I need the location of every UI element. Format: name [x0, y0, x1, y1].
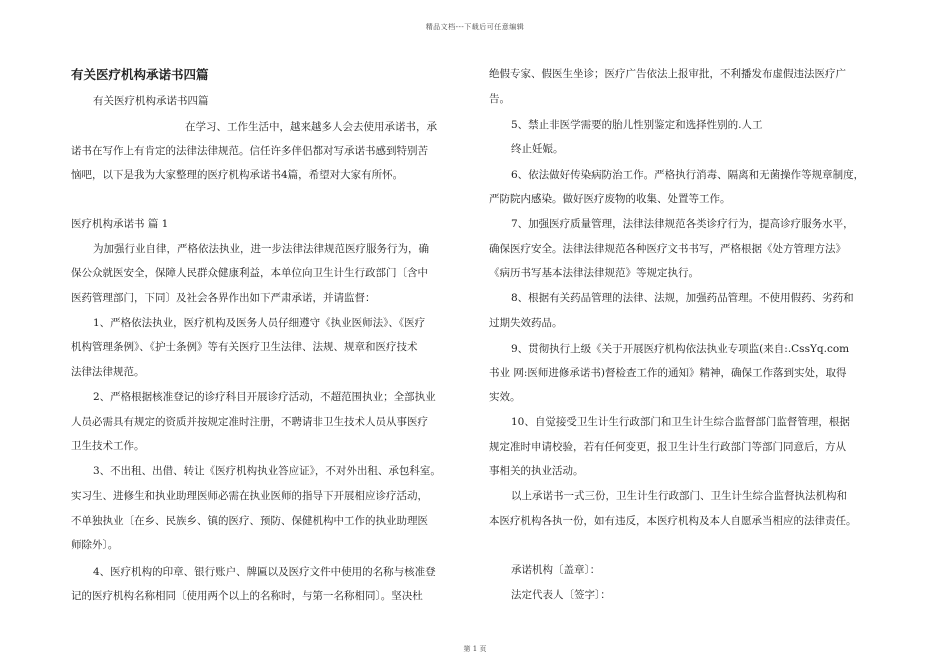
- paragraph-line: 终止妊娠。: [511, 143, 564, 155]
- paragraph-line: 严防院内感染。做好医疗废物的收集、处置等工作。: [489, 193, 731, 205]
- signature-representative-line: 法定代表人〔签字〕：: [511, 589, 611, 601]
- page-number: 第 1 页: [463, 645, 487, 653]
- paragraph-line: 6、依法做好传染病防治工作。严格执行消毒、隔离和无菌操作等规章制度，: [511, 169, 865, 181]
- paragraph-line: 9、贯彻执行上级《关于开展医疗机构依法执业专项监(来自:.CssYq.com: [511, 343, 850, 355]
- paragraph-line: 为加强行业自律，严格依法执业，进一步法律法律规范医疗服务行为，确: [93, 243, 429, 255]
- paragraph-line: 5、禁止非医学需要的胎儿性别鉴定和选择性别的.人工: [511, 119, 763, 131]
- paragraph-line: 过期失效药品。: [489, 317, 563, 329]
- signature-seal-line: 承诺机构〔盖章〕：: [511, 564, 601, 576]
- page-header: 精品文档---下载后可任意编辑: [425, 23, 525, 31]
- intro-line: 诺书在写作上有肯定的法律法律规范。信任许多伴侣都对写承诺书感到特别苦: [71, 145, 428, 157]
- paragraph-line: 不单独执业〔在乡、民族乡、镇的医疗、预防、保健机构中工作的执业助理医: [71, 515, 428, 527]
- subtitle-line: 有关医疗机构承诺书四篇: [93, 95, 209, 107]
- paragraph-line: 书业 网:医师进修承诺书)督检查工作的通知》精神，确保工作落到实处，取得: [489, 367, 847, 379]
- paragraph-line: 规定准时申请校验，若有任何变更，报卫生计生行政部门等部门同意后，方从: [489, 441, 846, 453]
- section-heading: 医疗机构承诺书 篇 1: [71, 218, 169, 230]
- paragraph-line: 以上承诺书一式三份，卫生计生行政部门、卫生计生综合监督执法机构和: [511, 490, 847, 502]
- paragraph-line: 告。: [489, 93, 510, 105]
- paragraph-line: 绝假专家、假医生坐诊；医疗广告依法上报审批，不利播发布虚假违法医疗广: [489, 68, 846, 80]
- paragraph-line: 机构管理条例》、《护士条例》等有关医疗卫生法律、法规、规章和医疗技术: [71, 341, 418, 353]
- paragraph-line: 本医疗机构各执一份，如有违反，本医疗机构及本人自愿承当相应的法律责任。: [489, 515, 857, 527]
- paragraph-line: 实习生、进修生和执业助理医师必需在执业医师的指导下开展相应诊疗活动，: [71, 490, 428, 502]
- paragraph-line: 人员必需具有规定的资质并按规定准时注册，不聘请非卫生技术人员从事医疗: [71, 416, 428, 428]
- paragraph-line: 《病历书写基本法律法律规范》等规定执行。: [489, 267, 699, 279]
- paragraph-line: 4、医疗机构的印章、银行账户、牌匾以及医疗文件中使用的名称与核准登: [93, 566, 436, 578]
- paragraph-line: 2、严格根据核准登记的诊疗科目开展诊疗活动，不超范围执业；全部执业: [93, 391, 436, 403]
- paragraph-line: 7、加强医疗质量管理，法律法律规范各类诊疗行为，提高诊疗服务水平，: [511, 218, 854, 230]
- intro-line: 恼吧，以下是我为大家整理的医疗机构承诺书4篇，希望对大家有所怀。: [71, 169, 404, 181]
- paragraph-line: 10、自觉接受卫生计生行政部门和卫生计生综合监督部门监督管理，根据: [511, 416, 850, 428]
- paragraph-line: 法律法律规范。: [71, 366, 145, 378]
- paragraph-line: 卫生技术工作。: [71, 440, 145, 452]
- paragraph-line: 实效。: [489, 391, 521, 403]
- paragraph-line: 师除外〕。: [71, 539, 119, 551]
- paragraph-line: 8、根据有关药品管理的法律、法规，加强药品管理。不使用假药、劣药和: [511, 292, 854, 304]
- document-title: 有关医疗机构承诺书四篇: [71, 67, 209, 82]
- intro-line: 在学习、工作生活中，越来越多人会去使用承诺书，承: [185, 121, 437, 133]
- paragraph-line: 1、严格依法执业，医疗机构及医务人员仔细遵守《执业医师法》、《医疗: [93, 317, 426, 329]
- paragraph-line: 医药管理部门，下同〕及社会各界作出如下严肃承诺，并请监督：: [71, 292, 376, 304]
- paragraph-line: 确保医疗安全。法律法律规范各种医疗文书书写，严格根据《处方管理方法》: [489, 243, 846, 255]
- paragraph-line: 记的医疗机构名称相同〔使用两个以上的名称时，与第一名称相同〕。坚决杜: [71, 590, 423, 602]
- paragraph-line: 事相关的执业活动。: [489, 465, 584, 477]
- paragraph-line: 保公众就医安全，保障人民群众健康利益，本单位向卫生计生行政部门〔含中: [71, 267, 428, 279]
- paragraph-line: 3、不出租、出借、转让《医疗机构执业答应证》，不对外出租、承包科室。: [93, 465, 441, 477]
